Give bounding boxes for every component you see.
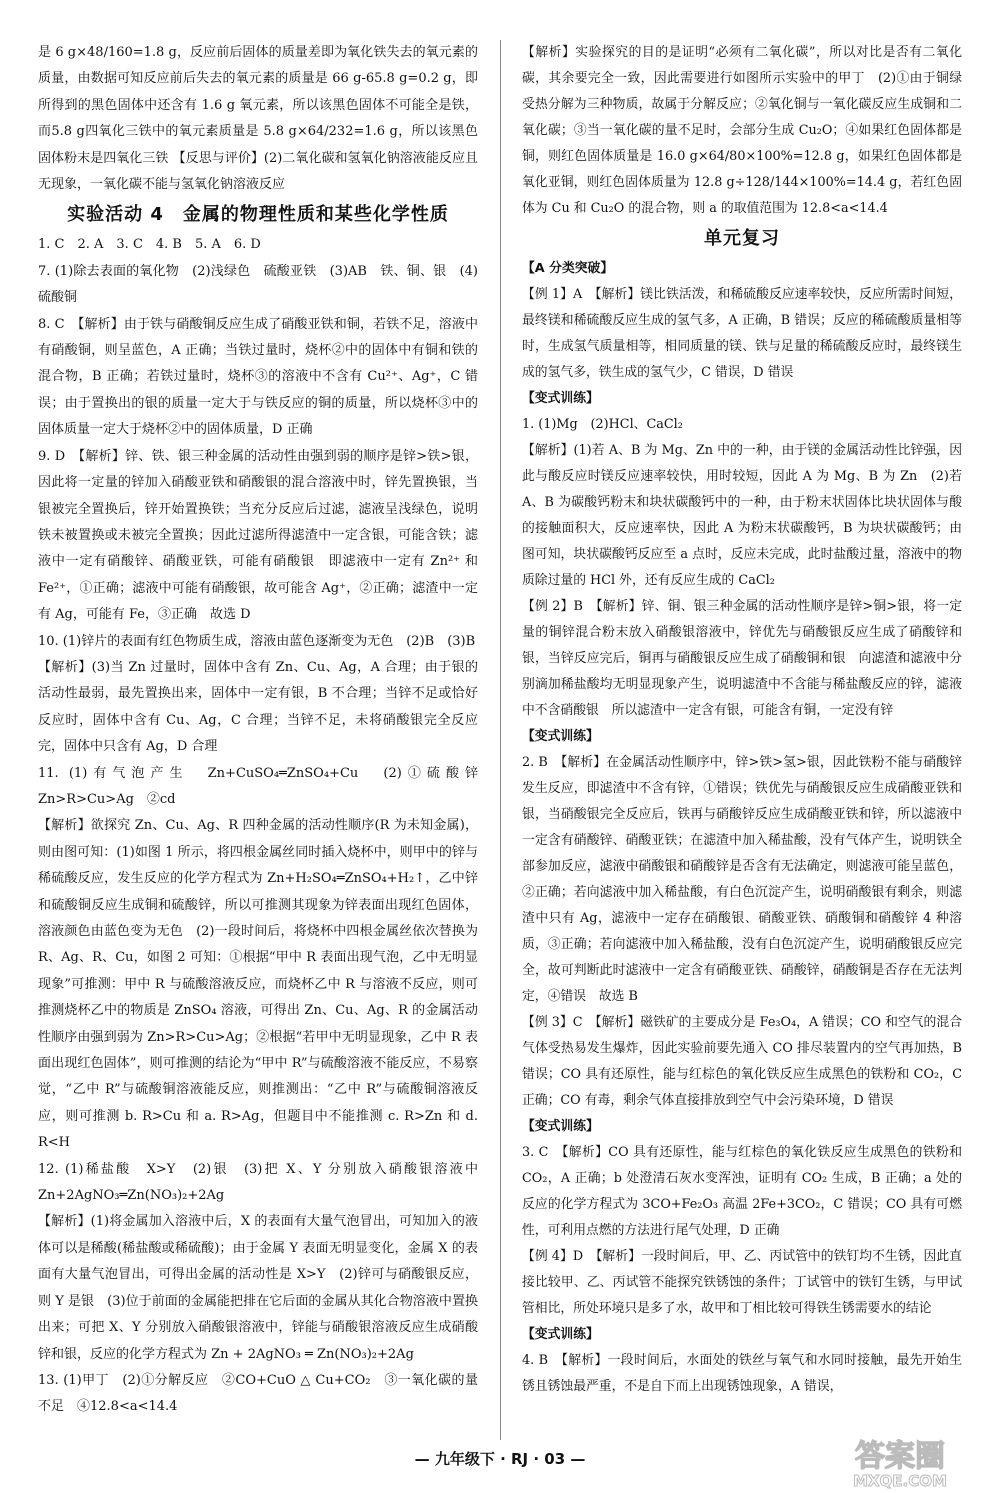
section-heading: 单元复习 bbox=[704, 228, 780, 249]
watermark-sub: MXQE.COM bbox=[853, 1472, 947, 1490]
page-footer: — 九年级下 · RJ · 03 — bbox=[414, 1450, 586, 1468]
answer-paragraph: 1. (1)Mg (2)HCl、CaCl₂ bbox=[522, 417, 683, 432]
section-tag: 【变式训练】 bbox=[522, 391, 599, 406]
section-tag: 【A 分类突破】 bbox=[522, 261, 614, 276]
answer-paragraph: 【例 3】C 【解析】磁铁矿的主要成分是 Fe₃O₄，A 错误；CO 和空气的混合气体受热易发生爆炸，因此实验前要先通入 CO 排尽装置内的空气再加热，B 错误；CO 具有还原性，能与红棕色的氧化铁反应生成黑色的铁粉和 CO₂，C 正确；CO 有毒，剩余气体直接排放到空气中会污染环境，D 错误 bbox=[522, 1015, 967, 1108]
answer-paragraph: 3. C 【解析】CO 具有还原性，能与红棕色的氧化铁反应生成黑色的铁粉和 CO₂，A 正确；b 处澄清石灰水变浑浊，证明有 CO₂ 生成，B 正确；a 处的反应的化学方程式为 3CO+Fe₂O₃ 高温 2Fe+3CO₂，C 错误；CO 具有可燃性，可利用点燃的方法进行尾气处理，D 正确 bbox=[522, 1145, 967, 1238]
section-tag: 【变式训练】 bbox=[522, 1119, 599, 1134]
right-column bbox=[522, 40, 967, 1400]
watermark-text: 答案圈 bbox=[855, 1439, 945, 1474]
answer-paragraph: 【例 4】D 【解析】一段时间后，甲、乙、丙试管中的铁钉均不生锈，因此直接比较甲、乙、丙试管不能探究铁锈蚀的条件；丁试管中的铁钉生锈，与甲试管相比，所处环境只是多了水，故甲和丁相比较可得铁生锈需要水的结论 bbox=[522, 1249, 962, 1316]
answer-paragraph: 【解析】(3)当 Zn 过量时，固体中含有 Zn、Cu、Ag，A 合理；由于银的活动性最弱，最先置换出来，固体中一定有银，B 不合理；当锌不足或恰好反应时，固体中含有 Cu、Ag，C 合理；当锌不足，未将硝酸银完全反应完，固体中只含有 Ag，D 合理 bbox=[38, 659, 478, 755]
answer-paragraph: 11. (1)有气泡产生 Zn+CuSO₄═ZnSO₄+Cu (2)①硫酸锌 Zn>R>Cu>Ag ②cd bbox=[38, 765, 492, 807]
answer-paragraph: 【解析】(1)将金属加入溶液中后，X 的表面有大量气泡冒出，可知加入的液体可以是稀酸(稀盐酸或稀硫酸)；由于金属 Y 表面无明显变化，金属 X 的表面有大量气泡冒出，可得出金属的活动性是 X>Y (2)锌可与硝酸银反应，则 Y 是银 (3)位于前面的金属能把排在它后面的金属从其化合物溶液中置换出来；可把 X、Y 分别放入硝酸银溶液中，锌能与硝酸银溶液反应生成硝酸锌和银，反应的化学方程式为 Zn + 2AgNO₃ ═ Zn(NO₃)₂+2Ag bbox=[38, 1214, 478, 1362]
section-tag: 【变式训练】 bbox=[522, 729, 599, 744]
answer-paragraph: 7. (1)除去表面的氧化物 (2)浅绿色 硫酸亚铁 (3)AB 铁、铜、银 (4)硫酸铜 bbox=[38, 263, 478, 306]
answer-paragraph: 2. B 【解析】在金属活动性顺序中，锌>铁>氢>银，因此铁粉不能与硝酸锌发生反应，即滤渣中不含有锌，①错误；铁优先与硝酸银反应生成硝酸亚铁和银，当硝酸银完全反应后，铁再与硝酸锌反应生成硝酸亚铁和锌，所以滤液中一定含有硝酸锌、硝酸亚铁；在滤渣中加入稀盐酸，没有气体产生，说明铁全部参加反应，滤液中硝酸银和硝酸锌是否含有无法确定，则滤液可能呈蓝色，②正确；若向滤液中加入稀盐酸，有白色沉淀产生，说明硝酸银有剩余，则滤渣中只有 Ag，滤液中一定存在硝酸银、硝酸亚铁、硝酸铜和硝酸锌 4 种溶质，③正确；若向滤液中加入稀盐酸，没有白色沉淀产生，说明硝酸银反应完全，故可判断此时滤液中一定含有硝酸亚铁、硝酸锌，硝酸铜是否存在无法判定，④错误 故选 B bbox=[522, 755, 962, 1004]
watermark-logo bbox=[810, 1432, 990, 1490]
answer-paragraph: 9. D 【解析】锌、铁、银三种金属的活动性由强到弱的顺序是锌>铁>银，因此将一定量的锌加入硝酸亚铁和硝酸银的混合溶液中时，锌先置换银，当银被完全置换后，锌开始置换铁；当充分反应后过滤，滤液呈浅绿色，说明铁未被置换或未被完全置换；因此过滤所得滤渣中一定含银，可能含铁；滤液中一定有硝酸锌、硝酸亚铁，可能有硝酸银 即滤液中一定有 Zn²⁺ 和 Fe²⁺，①正确；滤液中可能有硝酸银，故可能含 Ag⁺，②正确；滤渣中一定有 Ag，可能有 Fe，③正确 故选 D bbox=[38, 448, 483, 623]
answer-paragraph: 【例 1】A 【解析】镁比铁活泼，和稀硫酸反应速率较快，反应所需时间短，最终镁和稀硫酸反应生成的氢气多，A 正确，B 错误；反应的稀硫酸质量相等时，生成氢气质量相等，相同质量的镁、铁与足量的稀硫酸反应时，最终镁生成的氢气多，铁生成的氢气少，C 错误，D 错误 bbox=[522, 287, 962, 380]
answer-paragraph: 13. (1)甲丁 (2)①分解反应 ②CO+CuO △ Cu+CO₂ ③一氧化碳的量不足 ④12.8<a<14.4 bbox=[38, 1372, 478, 1415]
answer-paragraph: 4. B 【解析】一段时间后，水面处的铁丝与氧气和水同时接触，最先开始生锈且锈蚀最严重，不是自下而上出现锈蚀现象，A 错误， bbox=[522, 1353, 962, 1394]
section-heading: 实验活动 4 金属的物理性质和某些化学性质 bbox=[67, 204, 449, 226]
left-column bbox=[38, 40, 492, 1421]
answer-paragraph: 1. C 2. A 3. C 4. B 5. A 6. D bbox=[38, 237, 261, 253]
section-tag: 【变式训练】 bbox=[522, 1327, 599, 1342]
answer-paragraph: 8. C 【解析】由于铁与硝酸铜反应生成了硝酸亚铁和铜，若铁不足，溶液中有硝酸铜，则呈蓝色，A 正确；当铁过量时，烧杯②中的固体中有铜和铁的混合物，B 正确；若铁过量时，烧杯③的溶液中不含有 Cu²⁺、Ag⁺，C 错误；由于置换出的银的质量一定大于与铁反应的铜的质量，所以烧杯③中的固体质量一定大于烧杯②中的固体质量，D 正确 bbox=[38, 316, 478, 438]
answer-paragraph: 【解析】(1)若 A、B 为 Mg、Zn 中的一种，由于镁的金属活动性比锌强，因此与酸反应时镁反应速率较快，用时较短，因此 A 为 Mg、B 为 Zn (2)若 A、B 为碳酸钙粉末和块状碳酸钙中的一种，由于粉末状固体比块状固体与酸的接触面积大，反应速率快，因此 A 为粉末状碳酸钙，B 为块状碳酸钙；由图可知，块状碳酸钙反应至 a 点时，反应未完成，此时盐酸过量，溶液中的物质除过量的 HCl 外，还有反应生成的 CaCl₂ bbox=[522, 443, 967, 588]
column-divider bbox=[500, 40, 501, 1440]
answer-paragraph: 是 6 g×48/160=1.8 g，反应前后固体的质量差即为氧化铁失去的氧元素的质量，由数据可知反应前后失去的氧元素的质量是 66 g-65.8 g=0.2 g，即所得到的黑色固体中还含有 1.6 g 氧元素，所以该黑色固体不可能全是铁，而5.8 g四氧化三铁中的氧元素质量是 5.8 g×64/232=1.6 g，所以该黑色固体粉末是四氧化三铁 【反思与评价】(2)二氧化碳和氢氧化钠溶液能反应且无现象，一氧化碳不能与氢氧化钠溶液反应 bbox=[38, 45, 478, 193]
answer-paragraph: 12. (1)稀盐酸 X>Y (2)银 (3)把 X、Y 分别放入硝酸银溶液中 Zn+2AgNO₃═Zn(NO₃)₂+2Ag bbox=[38, 1161, 492, 1204]
answer-paragraph: 【解析】实验探究的目的是证明“必须有二氧化碳”，所以对比是否有二氧化碳，其余要完全一致，因此需要进行如图所示实验中的甲丁 (2)①由于铜绿受热分解为三种物质，故属于分解反应；②氧化铜与一氧化碳反应生成铜和二氧化碳；③当一氧化碳的量不足时，会部分生成 Cu₂O；④如果红色固体都是铜，则红色固体质量是 16.0 g×64/80×100%=12.8 g，如果红色固体都是氧化亚铜，则红色固体质量为 12.8 g÷128/144×100%=14.4 g，若红色固体为 Cu 和 Cu₂O 的混合物，则 a 的取值范围为 12.8<a<14.4 bbox=[522, 45, 962, 216]
answer-paragraph: 【例 2】B 【解析】锌、铜、银三种金属的活动性顺序是锌>铜>银，将一定量的铜锌混合粉末放入硝酸银溶液中，锌优先与硝酸银反应生成了硝酸锌和银，当锌反应完后，铜再与硝酸银反应生成了硝酸铜和银 向滤渣和滤液中分别滴加稀盐酸均无明显现象产生，说明滤渣中不含能与稀盐酸反应的锌，滤液中不含硝酸银 所以滤渣中一定含有银，可能含有铜，一定没有锌 bbox=[522, 599, 962, 718]
answer-paragraph: 【解析】欲探究 Zn、Cu、Ag、R 四种金属的活动性顺序(R 为未知金属)，则由图可知：(1)如图 1 所示，将四根金属丝同时插入烧杯中，则甲中的锌与稀硫酸反应，发生反应的化学方程式为 Zn+H₂SO₄═ZnSO₄+H₂↑，乙中锌和硫酸铜反应生成铜和硫酸锌，所以可推测其现象为锌表面出现红色固体，溶液颜色由蓝色变为无色 (2)一段时间后，将烧杯中四根金属丝依次替换为 R、Ag、R、Cu，如图 2 可知：①根据“甲中 R 表面出现气泡，乙中无明显现象”可推测：甲中 R 与硫酸溶液反应，而烧杯乙中 R 与溶液不反应，则可推测烧杯乙中的物质是 ZnSO₄ 溶液，可得出 Zn、Cu、Ag、R 的金属活动性顺序由强到弱为 Zn>R>Cu>Ag；②根据“若甲中无明显现象，乙中 R 表面出现红色固体”，则可推测的结论为“甲中 R”与硫酸溶液不能反应，不易察觉，“乙中 R”与硫酸铜溶液能反应，则推测出：“乙中 R”与硫酸铜溶液反应，则可推测 b. R>Cu 和 a. R>Ag，但题目中不能推测 c. R>Zn 和 d. R<H bbox=[38, 818, 483, 1151]
answer-paragraph: 10. (1)锌片的表面有红色物质生成，溶液由蓝色逐渐变为无色 (2)B (3)B bbox=[38, 633, 476, 649]
